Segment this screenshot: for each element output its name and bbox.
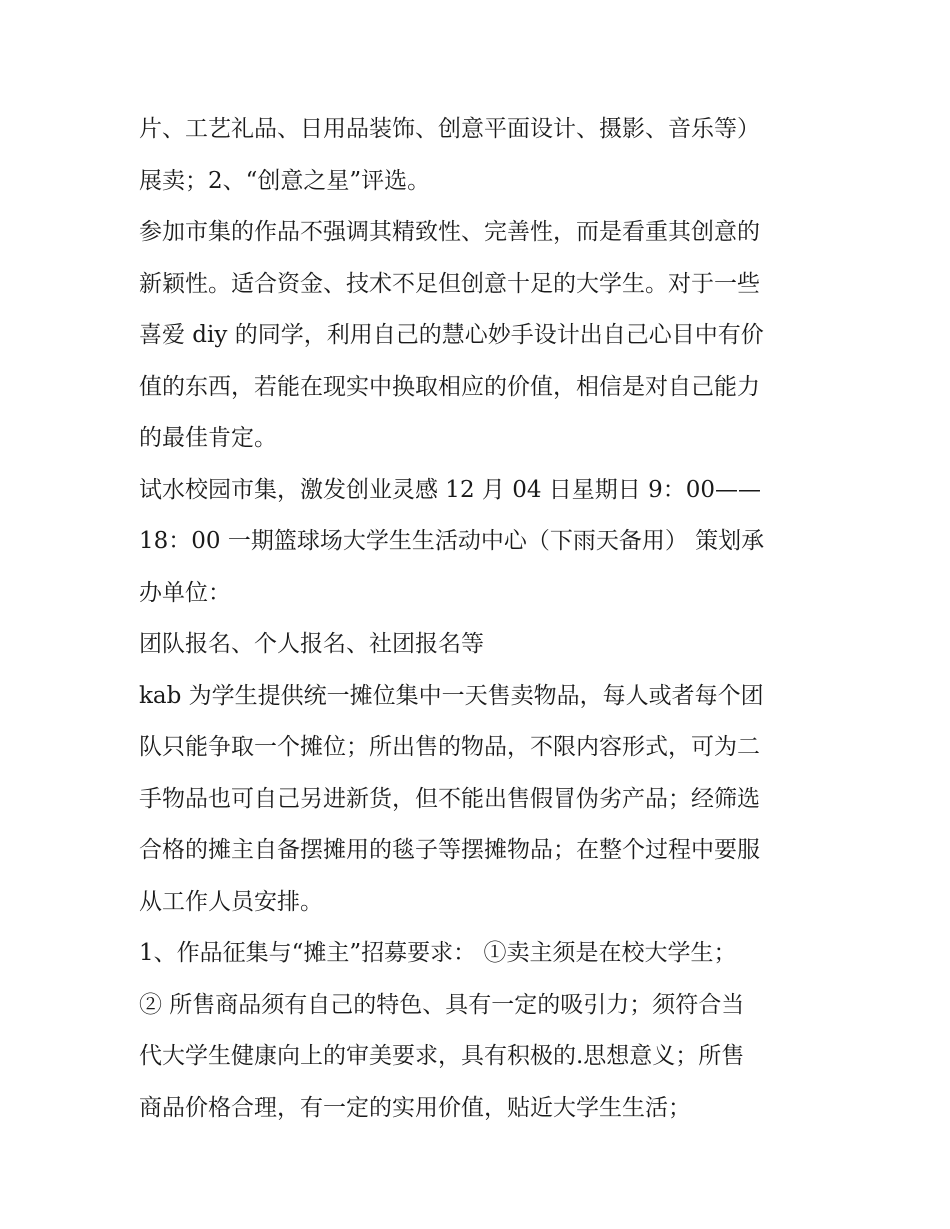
text-line: 参加市集的作品不强调其精致性、完善性，而是看重其创意的	[139, 219, 760, 245]
text-line: 新颖性。适合资金、技术不足但创意十足的大学生。对于一些	[139, 270, 760, 297]
text-line: 团队报名、个人报名、社团报名等	[139, 631, 484, 657]
text-line: 商品价格合理，有一定的实用价值，贴近大学生生活；	[139, 1094, 691, 1121]
text-line: 队只能争取一个摊位；所出售的物品，不限内容形式，可为二	[139, 734, 760, 760]
text-line: 片、工艺礼品、日用品装饰、创意平面设计、摄影、音乐等）	[139, 116, 760, 142]
document-body	[139, 104, 819, 1134]
text-line: 18：00 一期篮球场大学生生活动中心（下雨天备用） 策划承	[139, 528, 765, 554]
text-line: 值的东西，若能在现实中换取相应的价值，相信是对自己能力	[139, 373, 760, 400]
text-line: 喜爱 diy 的同学，利用自己的慧心妙手设计出自己心目中有价	[139, 322, 764, 348]
text-line: 办单位：	[139, 579, 231, 606]
text-line: 的最佳肯定。	[139, 425, 277, 451]
text-line: 1、作品征集与“摊主”招募要求： ①卖主须是在校大学生；	[139, 940, 737, 966]
text-line: kab 为学生提供统一摊位集中一天售卖物品，每人或者每个团	[139, 682, 764, 709]
text-line: ② 所售商品须有自己的特色、具有一定的吸引力；须符合当	[139, 991, 745, 1018]
text-line: 展卖；2、“创意之星”评选。	[139, 167, 431, 194]
text-line: 试水校园市集，激发创业灵感 12 月 04 日星期日 9：00——	[139, 476, 761, 503]
text-line: 代大学生健康向上的审美要求，具有积极的.思想意义；所售	[139, 1043, 745, 1069]
text-line: 从工作人员安排。	[139, 888, 323, 915]
text-line: 合格的摊主自备摆摊用的毯子等摆摊物品；在整个过程中要服	[139, 837, 760, 863]
text-line: 手物品也可自己另进新货，但不能出售假冒伪劣产品；经筛选	[139, 785, 760, 812]
